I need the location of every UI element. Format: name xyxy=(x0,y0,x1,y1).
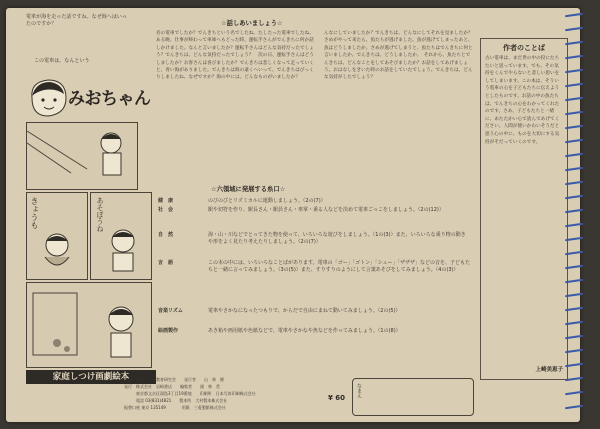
areas-list: 健 康 のびのびとリズミカルに運動しましょう。（2の(7)） 社 会 駅や切符を作り、駅長さん・駅員さん・車掌・乗る人などを決めて電車ごっこをしましょう。（2の(12)） 自 然 海・山・川などでとってきた物を使って、いろいろな遊びをしましょう。（1の(3)）また、いろいろな乗り物の動きや形をよく見たり考えたりしましょう。（2の(7)） 言 語 この本の中には、いろいろなことばがあります。電車の「ゴー」「ゴトン」「シュー」「ザザザ」などの音を、子どもたちと一緒に言ってみましょう。（3の(5)）また、すりすりのようにして言葉あそびをしてみましょう。（4の(3)） 音楽リズム 電車やさかなになったつもりで、からだで自由にまねて動いてみましょう。（2の(5)） 絵画製作 あき箱や画用紙や色紙などで、電車やさかなや魚などを作ってみましょう。（1の(8)） xyxy=(158,198,471,334)
comic-panel-3 xyxy=(90,192,152,280)
series-label: 家庭しつけ画劇絵本 xyxy=(26,370,156,384)
comic-speech-1: 電車が海を走った話ですね。なぜ海へはいったのですか？ xyxy=(26,14,128,28)
price: ¥ 60 xyxy=(328,394,346,402)
areas-heading: ☆六領域に発展する糸口☆ xyxy=(211,186,286,193)
colophon-line-1: 企画 家庭しつけ教育研究会 発行者 山 林 健 xyxy=(124,377,224,382)
colophon xyxy=(124,376,324,418)
booklet-page xyxy=(6,8,580,422)
comic-sign-play: きょうも xyxy=(30,197,39,229)
colophon-line-4: 電話 03(831)4821 製本所 大村製本株式会社 xyxy=(124,398,228,403)
comic-panel-2 xyxy=(26,192,88,280)
author-box xyxy=(480,38,568,380)
talk-heading: ☆話しあいましょう☆ xyxy=(221,20,283,27)
talk-column-right: んなにしていましたか？でんきちは、どんなにしてそれを見ましたか？ さめがやって来たら、魚たちが逃げました。魚が逃げてしまったあと、魚はどうしましたか。さめが逃げてしまうと、魚たちはでんきちに何と言いましたか。でんきちは、どうしましたか。 それから、魚たちとでんきちは、どんなことをしてあそびましたか？お話をしてあげましょう。おはなしをきいた時のお話をしていたでしょう。でんきちは、どんな気持がしたでしょう？ xyxy=(324,31,478,81)
colophon-line-5: 振替口座 東京 135149 用紙 三菱製紙株式会社 xyxy=(124,405,226,410)
colophon-line-2: 発行 株式会社 岩崎書店 編集者 浦 林 哲 xyxy=(124,384,220,389)
author-heading: 作者のことば xyxy=(503,44,545,52)
comic-speech-2: この電車は、なんという xyxy=(34,58,90,64)
colophon-line-3: 東京都文京区湯島3丁目19番地 印刷所 日本写真印刷株式会社 xyxy=(124,391,256,396)
comic-panel-1 xyxy=(26,122,138,190)
name-box[interactable] xyxy=(352,378,474,416)
name-label: なまえ xyxy=(356,383,362,398)
author-text: 古い電車は、まだ世の中の役にたちたいと思っています。でも、その気持をくんでやらないと悲しい思いをしてしまいます。この本は、そういう電車の心を子どもたちに伝えようとしたものです。お話の中の魚たちは、でんきちの心をわかってくれたのです。さあ、子どもたちと一緒に、あたたかい心で読んであげてください。人間が使いかわいそうだと思う心の中に、ものを大切にする気持がそだっていくのです。 xyxy=(485,56,560,145)
girl-face-illustration xyxy=(26,76,72,120)
author-signature: 上崎美恵子 xyxy=(535,367,563,373)
talk-column-left: 名の電車でしたか？でんきちという名でしたね。たしたった電車でしたね。 ある晩、仕事が終わって車庫へもどった時、運転手さんがでんきちに何か話しかけました。なんと言いましたか？運転手さんはどんな気持だったでしょう？でんきちは、どんな気持だったでしょう？ 次の日、運転手さんはどうしましたか？お客さんは喜びましたか？でんきちは悲しくなって走っていくと、青い海がありました。でんきちは海の遠くへいって、でんきちはびっくりしましたね。なぜですか？海の中には、どんなものがいましたか？ xyxy=(156,31,317,81)
comic-panel-4 xyxy=(26,282,152,368)
comic-sign-today: あそぼうね xyxy=(96,197,104,232)
comic-title-logo: みおちゃん xyxy=(68,89,151,109)
